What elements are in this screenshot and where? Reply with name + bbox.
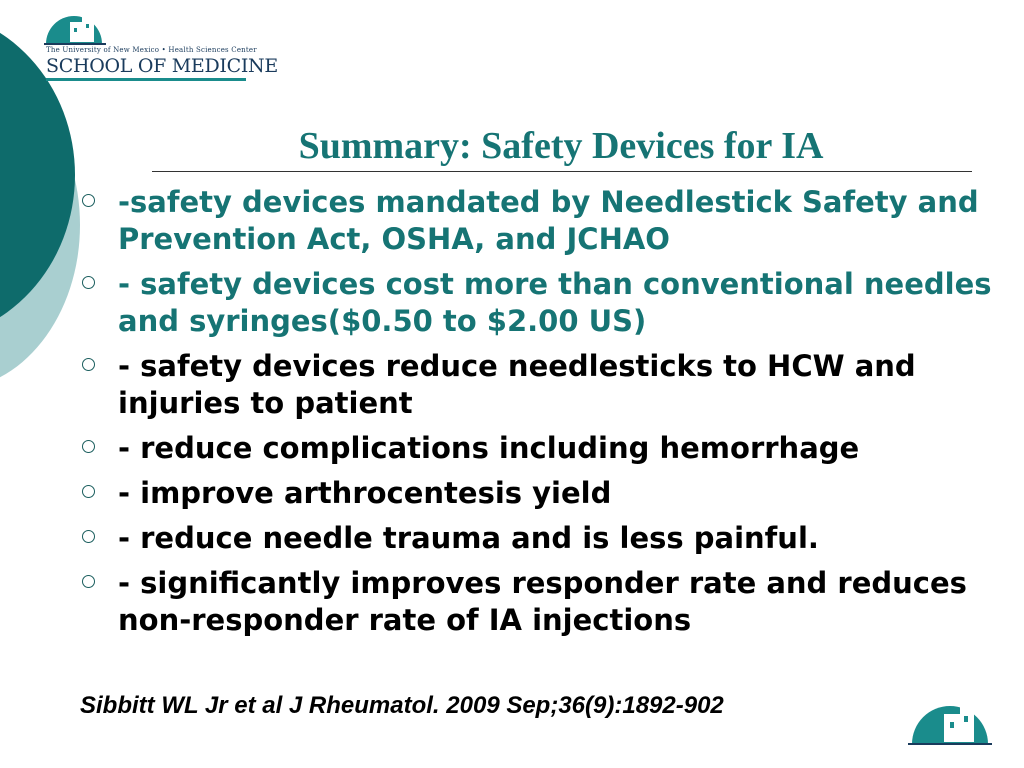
bullet-circle-icon	[82, 194, 95, 207]
university-name: The University of New Mexico • Health Sciences Center	[46, 46, 257, 54]
bullet-circle-icon	[82, 276, 95, 289]
logo-underline	[46, 78, 246, 81]
bullet-text: - reduce needle trauma and is less painful.	[118, 521, 819, 555]
bullet-circle-icon	[82, 358, 95, 371]
bullet-item	[78, 565, 1008, 639]
bullet-circle-icon	[82, 485, 95, 498]
bullet-circle-icon	[82, 530, 95, 543]
bullet-item	[78, 348, 1008, 422]
bullet-item	[78, 184, 1008, 258]
bullet-text: - improve arthrocentesis yield	[118, 476, 612, 510]
building-emblem-icon	[44, 6, 114, 46]
bullet-text: - reduce complications including hemorrhage	[118, 431, 860, 465]
bullet-text: -safety devices mandated by Needlestick Safety and Prevention Act, OSHA, and JCHAO	[118, 185, 979, 256]
bullet-text: - safety devices cost more than conventional needles and syringes($0.50 to $2.00 US)	[118, 267, 992, 338]
title-divider	[152, 171, 972, 172]
bullet-list	[78, 184, 1008, 647]
citation: Sibbitt WL Jr et al J Rheumatol. 2009 Sep;36(9):1892-902	[80, 692, 724, 719]
bullet-item	[78, 520, 1008, 557]
bullet-circle-icon	[82, 440, 95, 453]
bullet-text: - significantly improves responder rate and reduces non-responder rate of IA injections	[118, 566, 967, 637]
bullet-item	[78, 475, 1008, 512]
school-name: SCHOOL OF MEDICINE	[46, 55, 278, 77]
bullet-circle-icon	[82, 575, 95, 588]
slide-title: Summary: Safety Devices for IA	[298, 125, 824, 167]
bullet-item	[78, 266, 1008, 340]
building-emblem-corner-icon	[908, 690, 992, 746]
bullet-text: - safety devices reduce needlesticks to HCW and injuries to patient	[118, 349, 916, 420]
bullet-item	[78, 430, 1008, 467]
school-of-medicine-logo	[44, 6, 278, 80]
